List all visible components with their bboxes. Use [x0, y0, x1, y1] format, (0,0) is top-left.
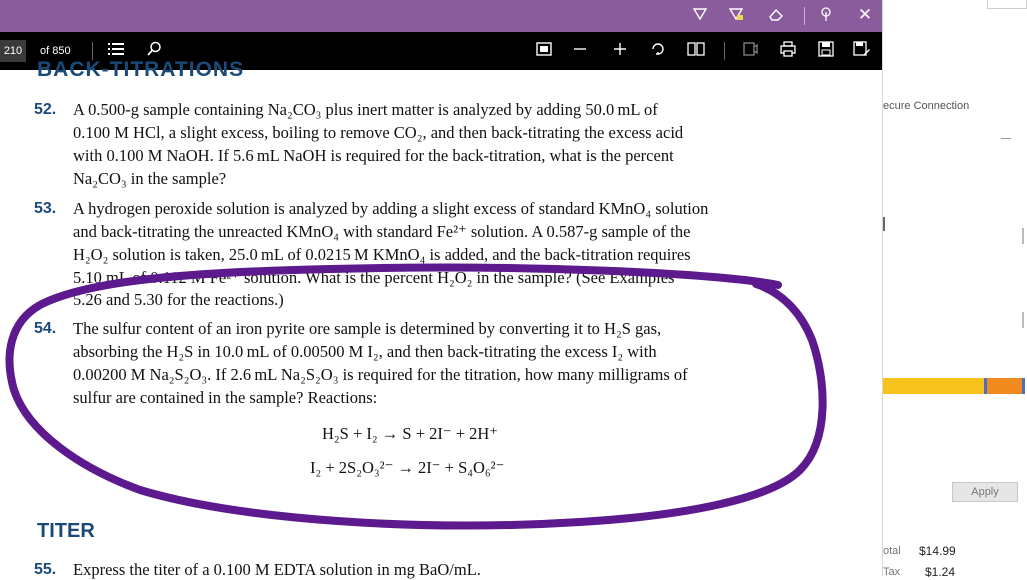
background-page: [882, 0, 1025, 579]
rotate-icon[interactable]: [648, 41, 668, 61]
title-separator: [804, 7, 805, 25]
section-heading-titer: TITER: [37, 520, 95, 542]
problem-54-line-2: absorbing the H₂S in 10.0 mL of 0.00500 M I₂, and then back-titrating the excess I₂ with: [73, 342, 657, 361]
address-box-fragment: [987, 0, 1027, 9]
total-value: $14.99: [919, 544, 956, 558]
title-bar: [0, 0, 882, 32]
two-page-view-icon[interactable]: [686, 41, 706, 61]
scroll-mark: [1022, 228, 1024, 244]
color-progress-bar: [883, 378, 1025, 394]
problem-number: 54.: [34, 320, 57, 337]
problem-number: 55.: [34, 561, 57, 578]
problem-53-line-3: H₂O₂ solution is taken, 25.0 mL of 0.0215 M KMnO₄ is added, and the back-titration requires: [73, 245, 691, 264]
problem-54-line-4: sulfur are contained in the sample? Reactions:: [73, 388, 378, 407]
pdf-page: [0, 58, 882, 579]
total-label: otal: [883, 545, 901, 557]
tax-value: $1.24: [925, 565, 956, 579]
zoom-out-icon[interactable]: [570, 41, 590, 61]
eraser-icon[interactable]: [766, 6, 786, 26]
problem-53-line-1: A hydrogen peroxide solution is analyzed by adding a slight excess of standard KMnO₄ solution: [73, 199, 709, 218]
problem-54-line-1: The sulfur content of an iron pyrite ore sample is determined by converting it to H₂S gas,: [73, 319, 662, 338]
problem-52-line-2: 0.100 M HCl, a slight excess, boiling to remove CO₂, and then back-titrating the excess acid: [73, 123, 684, 142]
scroll-mark: [1022, 312, 1024, 328]
problem-52-line-3: with 0.100 M NaOH. If 5.6 mL NaOH is required for the back-titration, what is the percent: [73, 146, 674, 165]
fit-page-icon[interactable]: [534, 41, 554, 61]
page-total: of 850: [40, 45, 71, 57]
problem-53-line-4: 5.10 mL of 0.112 M Fe²⁺ solution. What is the percent H₂O₂ in the sample? (See Examples: [73, 268, 675, 287]
section-heading-cut: BACK-TITRATIONS: [37, 58, 245, 81]
problem-55-line-1: Express the titer of a 0.100 M EDTA solution in mg BaO/mL.: [73, 560, 481, 579]
filter-icon[interactable]: [690, 6, 710, 26]
reaction-equation-2: I₂ + 2S₂O₃²⁻ → 2I⁻ + S₄O₆²⁻: [310, 458, 505, 477]
problem-52-line-4: Na₂CO₃ in the sample?: [73, 169, 227, 188]
page-number-input[interactable]: 210: [0, 40, 26, 62]
problem-53-line-2: and back-titrating the unreacted KMnO₄ with standard Fe²⁺ solution. A 0.587-g sample of the: [73, 222, 691, 241]
reaction-equation-1: H₂S + I₂ → S + 2I⁻ + 2H⁺: [322, 424, 499, 443]
read-aloud-icon[interactable]: [740, 41, 760, 61]
print-icon[interactable]: [778, 41, 798, 61]
secure-connection-text: ecure Connection: [883, 100, 970, 112]
divider-mark: [883, 217, 885, 231]
save-as-icon[interactable]: [852, 41, 872, 61]
problem-number: 53.: [34, 200, 57, 217]
zoom-in-icon[interactable]: [610, 41, 630, 61]
tax-label: Tax: [883, 566, 901, 578]
close-icon[interactable]: ✕: [857, 5, 873, 24]
collapse-dash: [1001, 138, 1011, 139]
highlight-icon[interactable]: [726, 6, 746, 26]
problem-53-line-5: 5.26 and 5.30 for the reactions.): [73, 290, 284, 309]
apply-button[interactable]: Apply: [952, 482, 1018, 502]
problem-52-line-1: A 0.500-g sample containing Na₂CO₃ plus inert matter is analyzed by adding 50.0 mL of: [73, 100, 658, 119]
save-icon[interactable]: [816, 41, 836, 61]
touch-icon[interactable]: [816, 6, 836, 26]
problem-number: 52.: [34, 101, 57, 118]
problem-54-line-3: 0.00200 M Na₂S₂O₃. If 2.6 mL Na₂S₂O₃ is required for the titration, how many milligrams of: [73, 365, 688, 384]
